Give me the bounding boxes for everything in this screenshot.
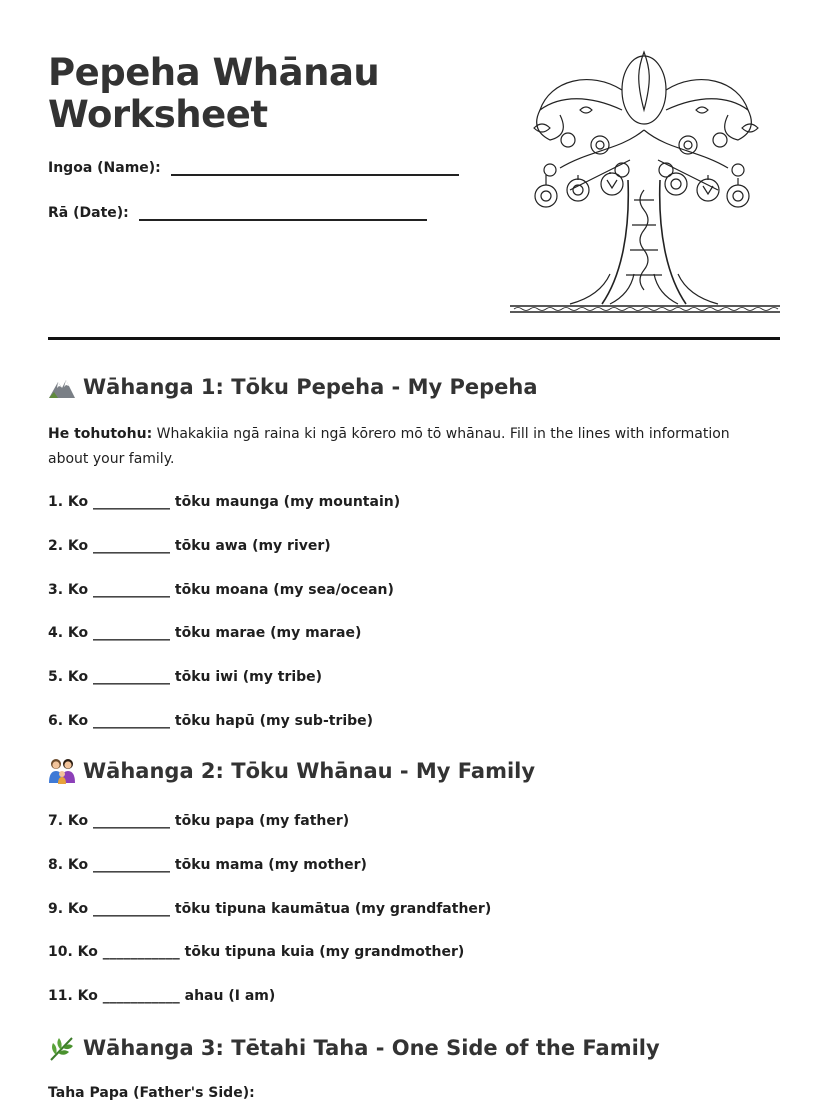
date-label: Rā (Date):	[48, 205, 129, 221]
herb-leaf-icon	[48, 1035, 76, 1061]
instructions-label: He tohutohu:	[48, 426, 153, 442]
question-4[interactable]: 4. Ko ___________ tōku marae (my marae)	[48, 625, 362, 641]
section3-heading-text: Wāhanga 3: Tētahi Taha - One Side of the Family	[83, 1036, 660, 1060]
section2-heading-text: Wāhanga 2: Tōku Whānau - My Family	[83, 759, 536, 783]
question-6[interactable]: 6. Ko ___________ tōku hapū (my sub-tribe)	[48, 713, 374, 729]
section3-heading	[48, 1035, 660, 1061]
page-title: Pepeha Whānau Worksheet	[48, 51, 380, 136]
question-9[interactable]: 9. Ko ___________ tōku tipuna kaumātua (my grandfather)	[48, 901, 492, 917]
question-8[interactable]: 8. Ko ___________ tōku mama (my mother)	[48, 857, 367, 873]
name-field	[48, 160, 459, 176]
section2-heading	[48, 758, 535, 784]
name-label: Ingoa (Name):	[48, 160, 161, 176]
instructions	[48, 422, 760, 472]
header-divider	[48, 337, 780, 340]
mountain-icon	[48, 374, 76, 400]
section1-heading-text: Wāhanga 1: Tōku Pepeha - My Pepeha	[83, 375, 538, 399]
question-1[interactable]: 1. Ko ___________ tōku maunga (my mountain)	[48, 494, 401, 510]
family-icon	[48, 758, 76, 784]
question-7[interactable]: 7. Ko ___________ tōku papa (my father)	[48, 813, 350, 829]
instructions-text: Whakakiia ngā raina ki ngā kōrero mō tō whānau. Fill in the lines with information about your family.	[48, 426, 730, 467]
question-2[interactable]: 2. Ko ___________ tōku awa (my river)	[48, 538, 331, 554]
question-5[interactable]: 5. Ko ___________ tōku iwi (my tribe)	[48, 669, 323, 685]
question-11[interactable]: 11. Ko ___________ ahau (I am)	[48, 988, 276, 1004]
date-field	[48, 205, 427, 221]
question-10[interactable]: 10. Ko ___________ tōku tipuna kuia (my grandmother)	[48, 944, 465, 960]
question-3[interactable]: 3. Ko ___________ tōku moana (my sea/ocean)	[48, 582, 394, 598]
section1-heading	[48, 374, 538, 400]
date-line[interactable]	[139, 205, 427, 221]
name-line[interactable]	[171, 160, 459, 176]
family-tree-illustration	[510, 50, 782, 320]
fathers-side-subheading: Taha Papa (Father's Side):	[48, 1085, 255, 1101]
worksheet-page	[48, 0, 780, 1118]
